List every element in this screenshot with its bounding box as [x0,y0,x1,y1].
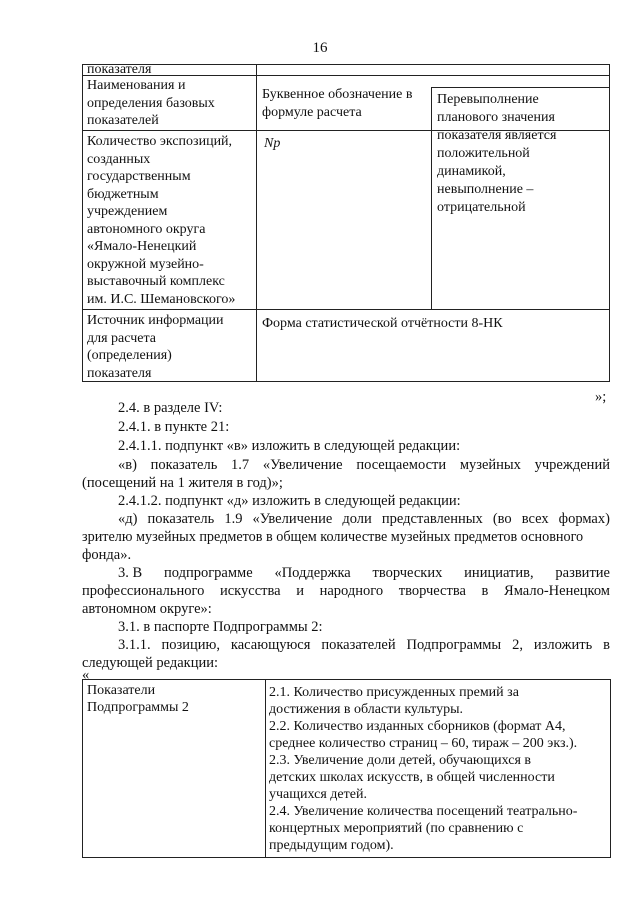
justified-line: 3.1.1. позицию, касающуюся показателей Подпрограммы 2, изложить в [118,637,610,653]
justified-line: профессионального искусства и народного творчества в Ямало-Ненецком [82,583,610,599]
paragraph: 2.4. в разделе IV: [118,400,223,416]
header-col3: Перевыполнение планового значения показателя является положительной динамикой, невыполнение – отрицательной [437,92,557,215]
row1-col1: Количество экспозиций, созданных государственным бюджетным учреждением автономного округа «Ямало-Ненецкий окружной музейно- выставочный комплекс им. И.С. Шемановского» [87,134,236,307]
paragraph: фонда». [82,547,132,563]
subprogram-table [82,679,611,858]
header-col1: Наименования и определения базовых показателей [87,78,215,128]
paragraph: 3.1. в паспорте Подпрограммы 2: [118,619,323,635]
row2-col1: Источник информации для расчета (определения) показателя [87,313,224,381]
row2-col2: Форма статистической отчётности 8-НК [262,316,503,331]
paragraph: (посещений на 1 жителя в год)»; [82,475,283,491]
header-col2: Буквенное обозначение в формуле расчета [262,87,413,120]
justified-line: «в) показатель 1.7 «Увеличение посещаемости музейных учреждений [118,457,610,473]
open-quote: « [82,667,90,683]
paragraph: следующей редакции: [82,655,219,671]
paragraph: зрителю музейных предметов в общем количестве музейных предметов основного [82,529,584,545]
page-number: 16 [312,40,328,56]
paragraph: автономном округе»: [82,601,212,617]
paragraph: 2.4.1. в пункте 21: [118,419,230,435]
subprogram-indicators: 2.1. Количество присужденных премий за достижения в области культуры. 2.2. Количество изданных сборников (формат А4, среднее количество страниц – 60, тираж – 200 экз.). 2.3. Увеличение доли детей, обучающихся в детских школах искусств, в общей численности учащихся детей. 2.4. Увеличение количества посещений театрально- концертных мероприятий (по сравнению с предыдущим годом). [269,685,578,853]
closing-quote: »; [595,389,607,405]
indicator-table [82,64,610,382]
paragraph: 2.4.1.1. подпункт «в» изложить в следующей редакции: [118,438,461,454]
justified-line: 3. В подпрограмме «Поддержка творческих инициатив, развитие [118,565,610,581]
paragraph: 2.4.1.2. подпункт «д» изложить в следующей редакции: [118,493,461,509]
table-row0-text: показателя [87,62,152,77]
subprogram-label: Показатели Подпрограммы 2 [87,683,189,715]
row1-col2: Np [264,136,281,151]
justified-line: «д) показатель 1.9 «Увеличение доли представленных (во всех формах) [118,511,610,527]
